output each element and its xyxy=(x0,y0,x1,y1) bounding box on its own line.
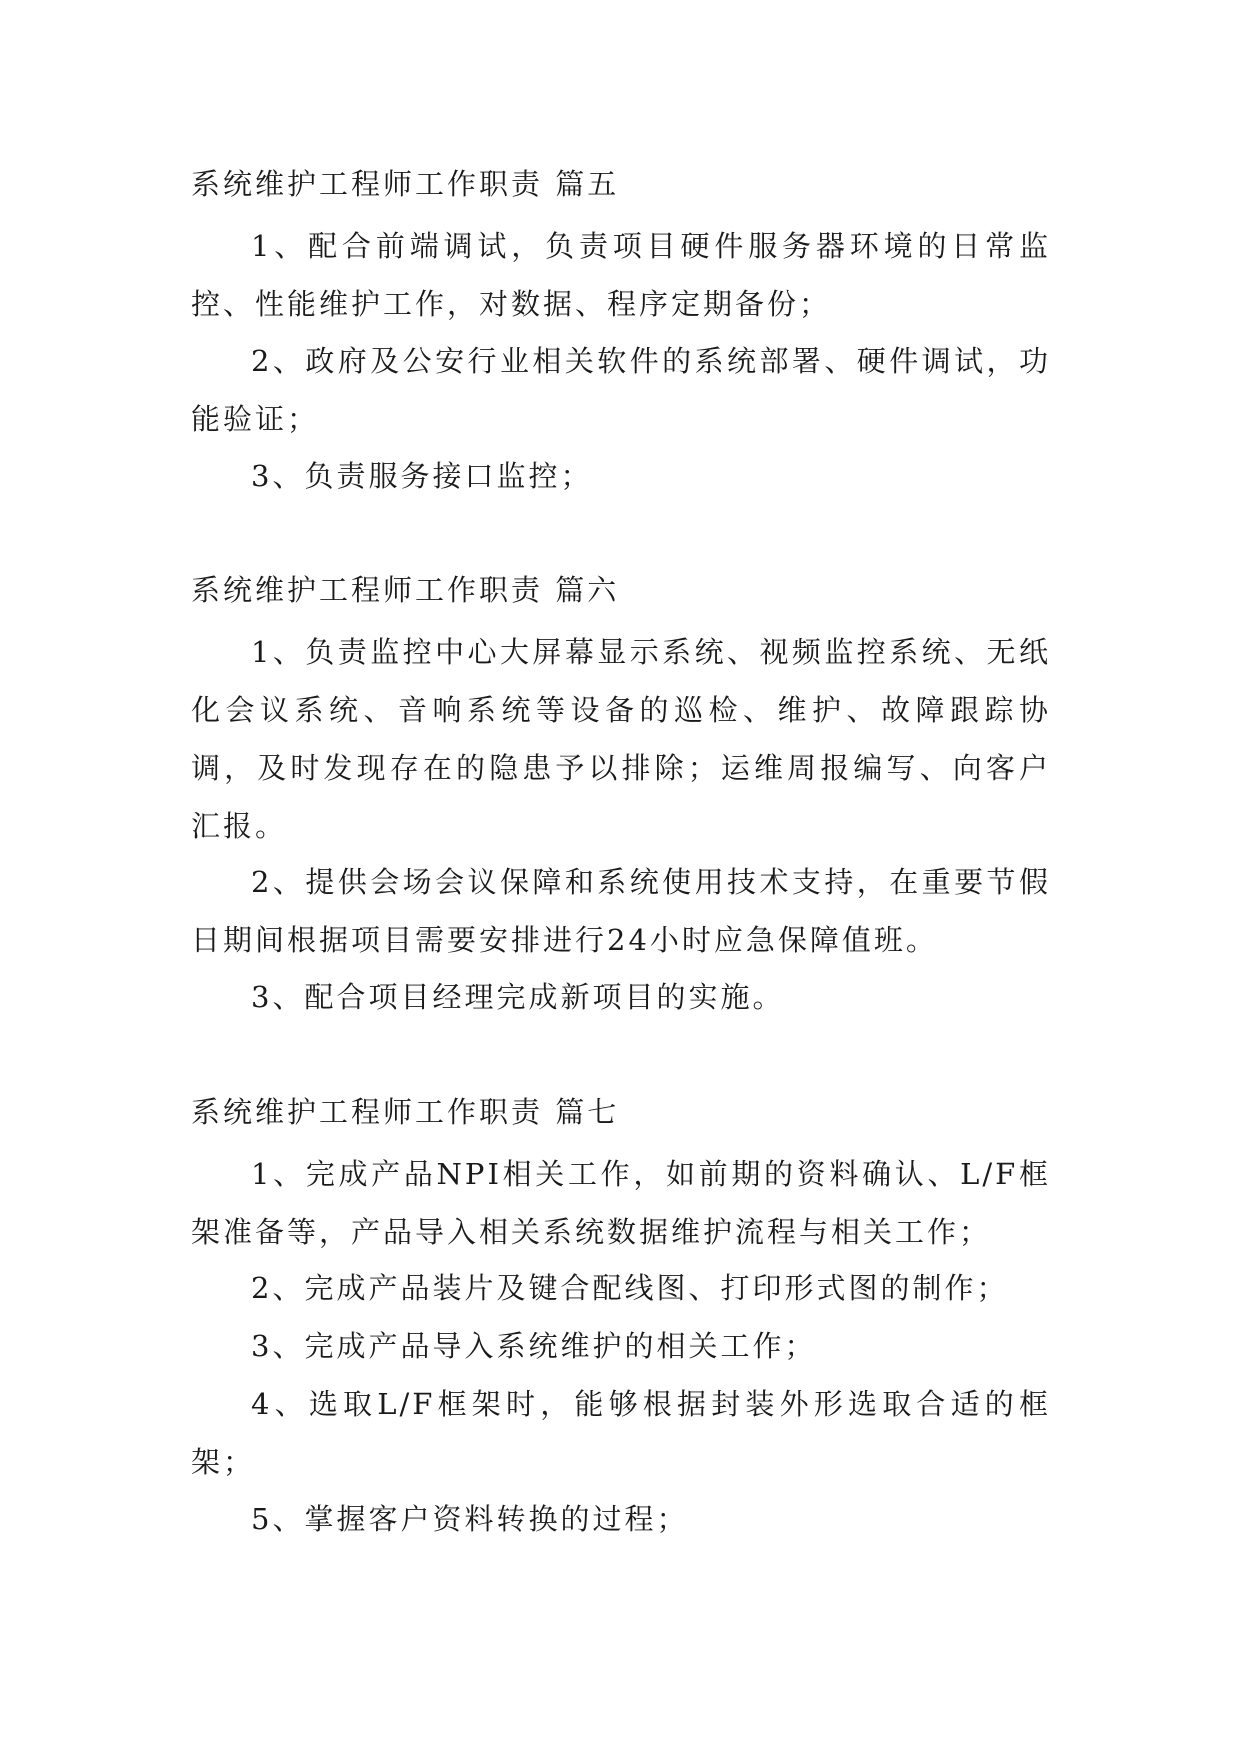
section-title-5: 系统维护工程师工作职责 篇五 xyxy=(191,167,620,201)
section-7-item-5: 5、掌握客户资料转换的过程； xyxy=(251,1502,689,1536)
section-7-item-1: 1、完成产品NPI相关工作，如前期的资料确认、L/F框架准备等，产品导入相关系统数据维护流程与相关工作； xyxy=(191,1157,1051,1249)
section-title-7: 系统维护工程师工作职责 篇七 xyxy=(191,1095,620,1129)
section-7-item-3: 3、完成产品导入系统维护的相关工作； xyxy=(251,1329,817,1363)
section-6-item-1: 1、负责监控中心大屏幕显示系统、视频监控系统、无纸化会议系统、音响系统等设备的巡检、维护、故障跟踪协调，及时发现存在的隐患予以排除；运维周报编写、向客户汇报。 xyxy=(191,635,1051,843)
section-7-item-2: 2、完成产品装片及键合配线图、打印形式图的制作； xyxy=(251,1271,1009,1305)
section-7-item-4: 4、选取L/F框架时，能够根据封装外形选取合适的框架； xyxy=(191,1387,1051,1479)
section-5-item-2: 2、政府及公安行业相关软件的系统部署、硬件调试，功能验证； xyxy=(191,344,1051,436)
section-5-item-1: 1、配合前端调试，负责项目硬件服务器环境的日常监控、性能维护工作，对数据、程序定期备份； xyxy=(191,229,1051,321)
section-5-item-3: 3、负责服务接口监控； xyxy=(251,459,593,493)
section-6-item-3: 3、配合项目经理完成新项目的实施。 xyxy=(251,980,785,1014)
section-6-item-2: 2、提供会场会议保障和系统使用技术支持，在重要节假日期间根据项目需要安排进行24小时应急保障值班。 xyxy=(191,865,1051,957)
section-title-6: 系统维护工程师工作职责 篇六 xyxy=(191,573,620,607)
